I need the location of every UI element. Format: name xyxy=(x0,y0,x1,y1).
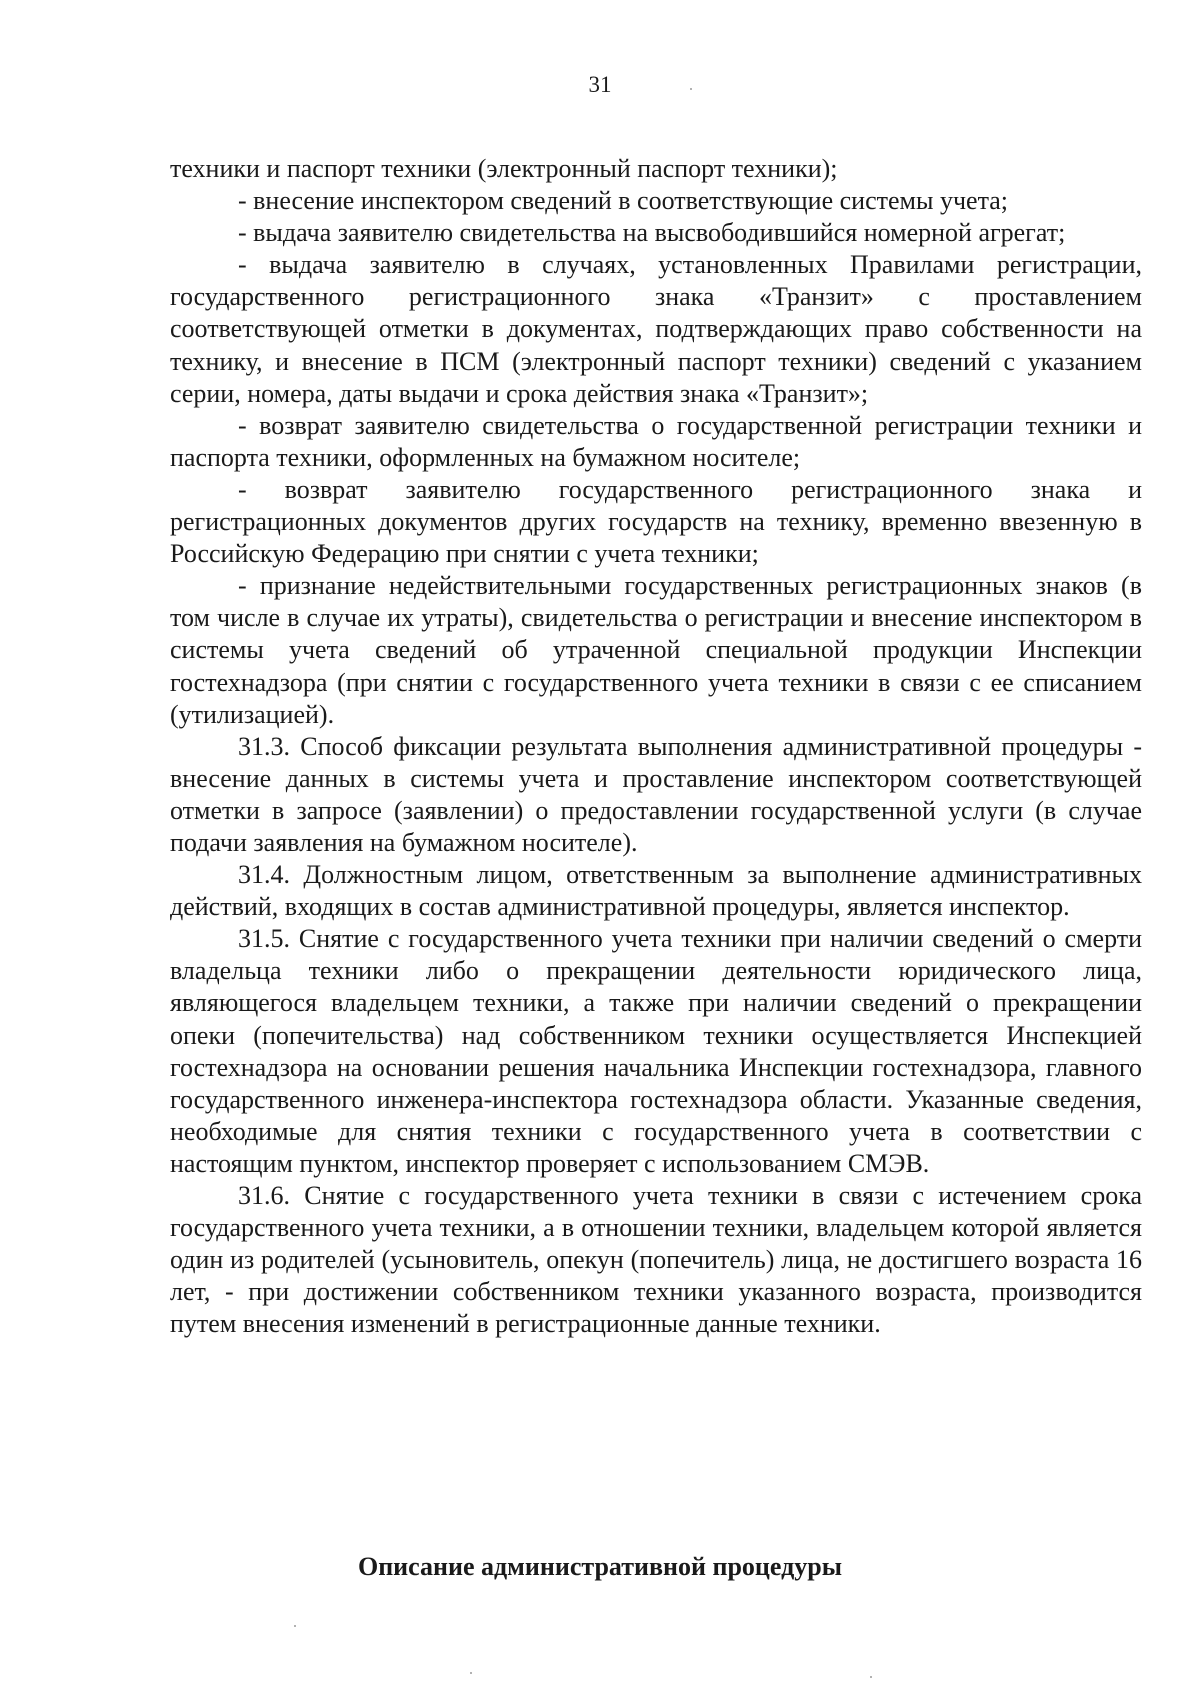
scan-speck xyxy=(470,1672,472,1674)
list-item-aggregate-certificate: - выдача заявителю свидетельства на высвободившийся номерной агрегат; xyxy=(238,218,1066,248)
list-item-transit-sign: - выдача заявителю в случаях, установленных Правилами регистрации, государственного регистрационного знака «Транзит» с проставлением соответствующей отметки в документах, подтверждающих право собственности на технику, и внесение в ПСМ (электронный паспорт техники) сведений с указанием серии, номера, даты выдачи и срока действия знака «Транзит»; xyxy=(170,250,1142,408)
list-item-registration-entry: - внесение инспектором сведений в соответствующие системы учета; xyxy=(238,186,1009,216)
section-heading: Описание административной процедуры xyxy=(357,1552,843,1581)
clause-31-4: 31.4. Должностным лицом, ответственным за выполнение административных действий, входящих в состав административной процедуры, является инспектор. xyxy=(170,860,1142,922)
scan-speck xyxy=(294,1625,296,1627)
list-item-invalidation: - признание недействительными государственных регистрационных знаков (в том числе в случае их утраты), свидетельства о регистрации и внесение инспектором в системы учета сведений об утраченной специальной продукции Инспекции гостехнадзора (при снятии с государственного учета техники в связи с ее списанием (утилизацией). xyxy=(170,571,1142,729)
clause-31-5: 31.5. Снятие с государственного учета техники при наличии сведений о смерти владельца техники либо о прекращении деятельности юридического лица, являющегося владельцем техники, а также при наличии сведений о прекращении опеки (попечительства) над собственником техники осуществляется Инспекцией гостехнадзора на основании решения начальника Инспекции гостехнадзора, главного государственного инженера-инспектора гостехнадзора области. Указанные сведения, необходимые для снятия техники с государственного учета в соответствии с настоящим пунктом, инспектор проверяет с использованием СМЭВ. xyxy=(170,924,1142,1178)
scan-speck xyxy=(870,1676,872,1678)
paragraph-continuation: техники и паспорт техники (электронный паспорт техники); xyxy=(170,154,838,183)
page-body xyxy=(170,153,1142,1340)
scan-speck xyxy=(690,88,692,90)
list-item-return-foreign-documents: - возврат заявителю государственного регистрационного знака и регистрационных документов других государств на технику, временно ввезенную в Российскую Федерацию при снятии с учета техники; xyxy=(170,474,1142,569)
page-number: 31 xyxy=(588,72,612,97)
list-item-return-certificate: - возврат заявителю свидетельства о государственной регистрации техники и паспорта техники, оформленных на бумажном носителе; xyxy=(170,410,1142,472)
clause-31-3: 31.3. Способ фиксации результата выполнения административной процедуры - внесение данных в системы учета и проставление инспектором соответствующей отметки в запросе (заявлении) о предоставлении государственной услуги (в случае подачи заявления на бумажном носителе). xyxy=(170,731,1142,857)
clause-31-6: 31.6. Снятие с государственного учета техники в связи с истечением срока государственного учета техники, а в отношении техники, владельцем которой является один из родителей (усыновитель, опекун (попечитель) лица, не достигшего возраста 16 лет, - при достижении собственником техники указанного возраста, производится путем внесения изменений в регистрационные данные техники. xyxy=(170,1181,1142,1339)
